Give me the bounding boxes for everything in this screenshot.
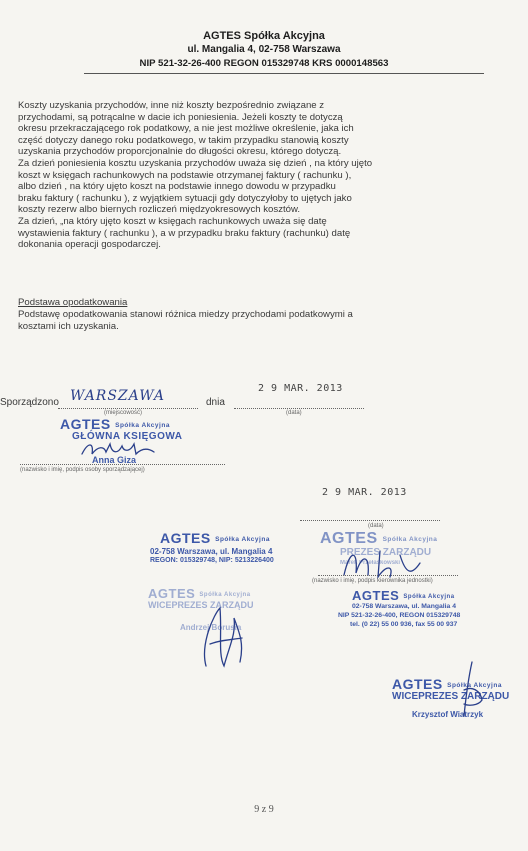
stamp-suffix: Spółka Akcyjna — [115, 422, 170, 429]
preparer-line — [20, 464, 225, 465]
text-line: albo dzień , na który ujęto koszt na podstawie innego dowodu w przypadku — [18, 181, 336, 193]
text-line: koszty rezerw albo biernych rozliczeń międzyokresowych kosztów. — [18, 204, 301, 216]
company-stamp2-brand — [352, 588, 455, 603]
body-paragraph-2 — [18, 309, 486, 332]
manager-line — [318, 575, 458, 576]
chief-accountant-stamp-brand — [60, 416, 170, 432]
stamp-brand: AGTES — [352, 588, 400, 603]
page-number: 9 z 9 — [254, 804, 274, 815]
section-heading: Podstawa opodatkowania — [18, 297, 128, 308]
chief-accountant-name: Anna Giza — [92, 455, 137, 465]
text-line: przychodami, są potrącalne w dacie ich poniesienia. Jeżeli koszty te dotyczą — [18, 111, 343, 123]
place-caption: (miejscowość) — [104, 410, 143, 416]
stamp-suffix: Spółka Akcyjna — [382, 536, 438, 543]
company-stamp-brand — [160, 530, 270, 546]
stamp-suffix: Spółka Akcyjna — [447, 682, 502, 689]
stamp-suffix: Spółka Akcyjna — [199, 592, 251, 598]
vice-president-left-name: Andrzej Borusia — [180, 623, 242, 632]
signature-vice-president-right — [452, 660, 492, 720]
text-line: koszt w księgach rachunkowych na podstawie otrzymanej faktury ( rachunku ), — [18, 169, 352, 181]
text-line: kosztami ich uzyskania. — [18, 320, 119, 332]
date-stamp: 2 9 MAR. 2013 — [258, 383, 343, 394]
body-paragraph-1 — [18, 100, 486, 251]
text-line: wystawienia faktury ( rachunku ), a w przypadku braku faktury (rachunku) datę — [18, 227, 351, 239]
company-stamp2-line1: 02-758 Warszawa, ul. Mangalia 4 — [352, 603, 457, 610]
text-line: Podstawę opodatkowania stanowi różnica miedzy przychodami podatkowymi a — [18, 309, 353, 320]
company-stamp2-line3: tel. (0 22) 55 00 936, fax 55 00 937 — [350, 621, 458, 628]
president-name: Marek Przełaskowski — [340, 560, 401, 566]
president-role: PREZES ZARZĄDU — [340, 547, 432, 558]
sporzadzono-label: Sporządzono — [0, 397, 59, 408]
vice-president-right-role: WICEPREZES ZARZĄDU — [392, 691, 510, 702]
date-line — [234, 408, 364, 409]
text-line: część dotyczy danego roku podatkowego, w takim przypadku stanowią koszty — [18, 134, 349, 146]
text-line: braku faktury ( rachunku ), z wyjątkiem sytuacji gdy dotyczyłoby to ujętych jako — [18, 192, 352, 204]
stamp-brand: AGTES — [148, 586, 196, 601]
vice-president-right-name: Krzysztof Wiatrzyk — [412, 710, 484, 719]
text-line: uzyskania przychodów proporcjonalnie do długości okresu, którego dotyczą. — [18, 146, 342, 158]
company-stamp-line2: REGON: 015329748, NIP: 5213226400 — [150, 557, 274, 564]
vice-president-left-stamp-brand — [148, 586, 251, 601]
text-line: okresu przekraczającego rok podatkowy, a nie jest możliwe określenie, jaka ich — [18, 123, 354, 135]
date-caption: (data) — [286, 410, 302, 416]
stamp-brand: AGTES — [60, 416, 111, 432]
text-line: Za dzień, „na który ujęto koszt w księgach rachunkowych uważa się datę — [18, 215, 327, 227]
stamp-brand: AGTES — [160, 530, 211, 546]
manager-caption: (nazwisko i imię, podpis kierownika jednostki) — [312, 578, 433, 584]
place-handwritten: WARSZAWA — [70, 388, 166, 404]
header-divider — [84, 73, 484, 74]
company-ids: NIP 521-32-26-400 REGON 015329748 KRS 0000148563 — [139, 58, 389, 69]
preparer-caption: (nazwisko i imię, podpis osoby sporządzającej) — [20, 467, 145, 473]
signature-vice-president-left — [196, 604, 256, 674]
date-stamp-2: 2 9 MAR. 2013 — [322, 487, 407, 498]
text-line: Koszty uzyskania przychodów, inne niż koszty bezpośrednio związane z — [18, 100, 325, 111]
company-stamp2-line2: NIP 521-32-26-400, REGON 015329748 — [338, 612, 461, 619]
company-name: AGTES Spółka Akcyjna — [203, 30, 325, 42]
dnia-label: dnia — [206, 397, 225, 408]
stamp-suffix: Spółka Akcyjna — [215, 536, 270, 543]
chief-accountant-role: GŁÓWNA KSIĘGOWA — [72, 431, 183, 442]
place-line — [58, 408, 198, 409]
date-caption-2: (data) — [368, 523, 384, 529]
vice-president-left-role: WICEPREZES ZARZĄDU — [148, 600, 254, 610]
company-stamp-line1: 02-758 Warszawa, ul. Mangalia 4 — [150, 547, 273, 556]
text-line: dokonania operacji gospodarczej. — [18, 239, 161, 251]
company-address: ul. Mangalia 4, 02-758 Warszawa — [187, 44, 341, 55]
signature-chief-accountant — [80, 440, 160, 460]
stamp-suffix: Spółka Akcyjna — [403, 594, 455, 600]
stamp-brand: AGTES — [320, 530, 378, 547]
date-line-2 — [300, 520, 440, 521]
text-line: Za dzień poniesienia kosztu uzyskania przychodów uważa się dzień , na który ujęto — [18, 157, 373, 169]
stamp-brand: AGTES — [392, 676, 443, 692]
